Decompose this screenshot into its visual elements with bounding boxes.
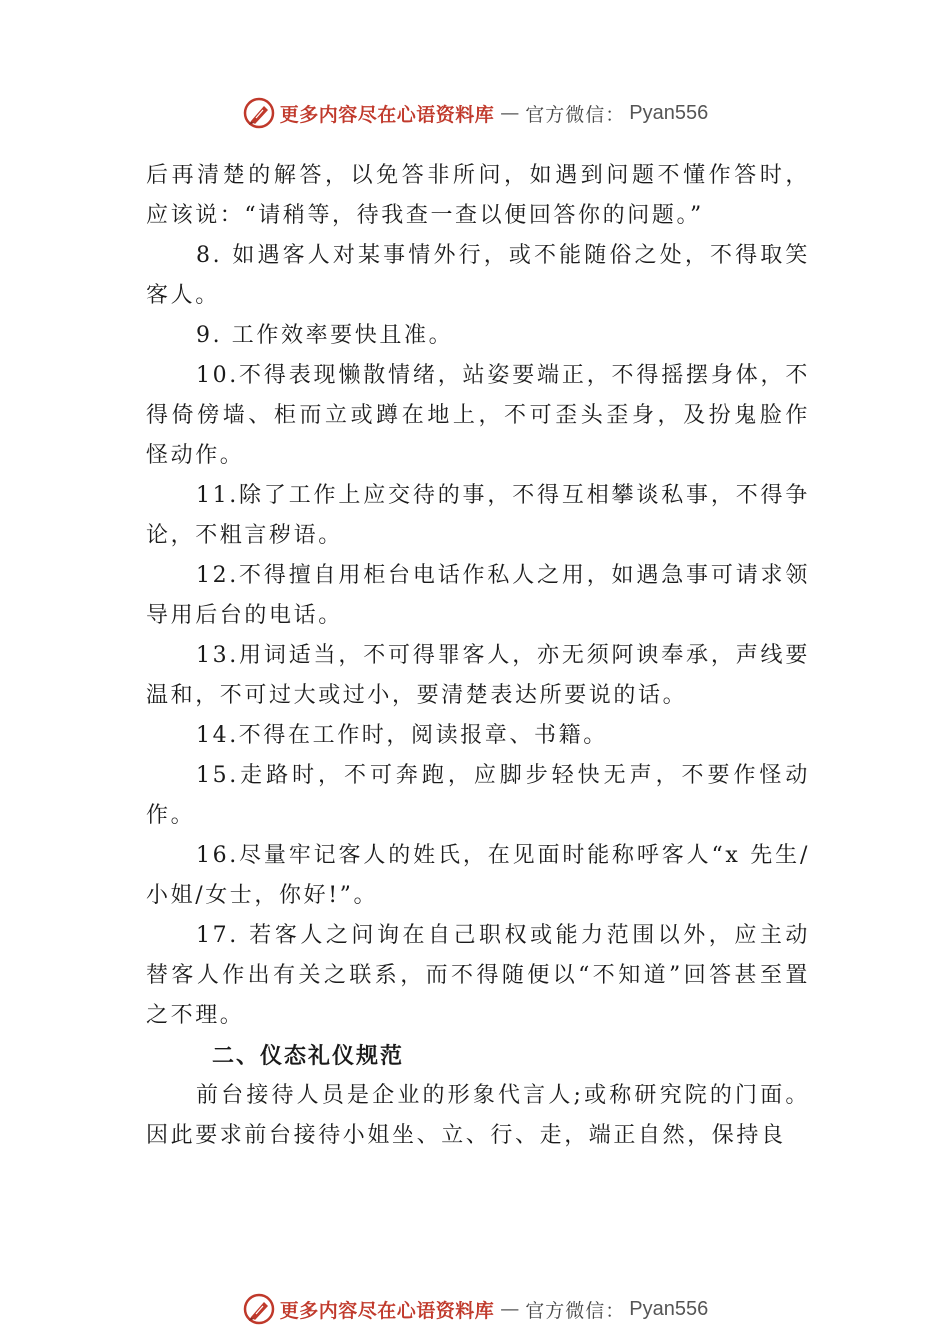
- header-brand-text: 更多内容尽在心语资料库: [279, 103, 495, 126]
- list-item-16: 16.尽量牢记客人的姓氏，在见面时能称呼客人“x 先生/小姐/女士，你好!”。: [146, 843, 810, 908]
- pen-nib-logo-icon: [242, 1292, 276, 1326]
- list-item-8: 8. 如遇客人对某事情外行，或不能随俗之处，不得取笑客人。: [146, 243, 810, 308]
- section-paragraph: 前台接待人员是企业的形象代言人;或称研究院的门面。因此要求前台接待小姐坐、立、行、走，端正自然，保持良: [146, 1083, 810, 1148]
- header-wechat-id: Pyan556: [629, 101, 709, 124]
- header-dash: —: [500, 102, 520, 124]
- footer-brand-text: 更多内容尽在心语资料库: [279, 1299, 495, 1322]
- page-footer: [0, 1292, 950, 1326]
- list-item-13: 13.用词适当，不可得罪客人，亦无须阿谀奉承，声线要温和，不可过大或过小，要清楚表达所要说的话。: [146, 643, 810, 708]
- list-item-14: 14.不得在工作时，阅读报章、书籍。: [196, 723, 608, 748]
- section-heading: 二、仪态礼仪规范: [212, 1043, 405, 1069]
- list-item-10: 10.不得表现懒散情绪，站姿要端正，不得摇摆身体，不得倚傍墙、柜而立或蹲在地上，不可歪头歪身，及扮鬼脸作怪动作。: [146, 363, 810, 468]
- list-item-17: 17. 若客人之问询在自己职权或能力范围以外，应主动替客人作出有关之联系，而不得随便以“不知道”回答甚至置之不理。: [146, 923, 810, 1028]
- page-header: [0, 96, 950, 130]
- list-item-11: 11.除了工作上应交待的事，不得互相攀谈私事，不得争论，不粗言秽语。: [146, 483, 810, 548]
- footer-wechat-id: Pyan556: [629, 1297, 709, 1320]
- body-content: [146, 156, 810, 1156]
- footer-official-label: 官方微信：: [525, 1299, 626, 1322]
- footer-dash: —: [500, 1298, 520, 1320]
- header-official-label: 官方微信：: [525, 103, 626, 126]
- list-item-15: 15.走路时，不可奔跑，应脚步轻快无声，不要作怪动作。: [146, 763, 810, 828]
- paragraph-continuation: 后再清楚的解答，以免答非所问，如遇到问题不懂作答时， 应该说：“请稍等，待我查一查以便回答你的问题。”: [146, 163, 810, 228]
- list-item-12: 12.不得擅自用柜台电话作私人之用，如遇急事可请求领导用后台的电话。: [146, 563, 810, 628]
- list-item-9: 9. 工作效率要快且准。: [196, 323, 454, 348]
- pen-nib-logo-icon: [242, 96, 276, 130]
